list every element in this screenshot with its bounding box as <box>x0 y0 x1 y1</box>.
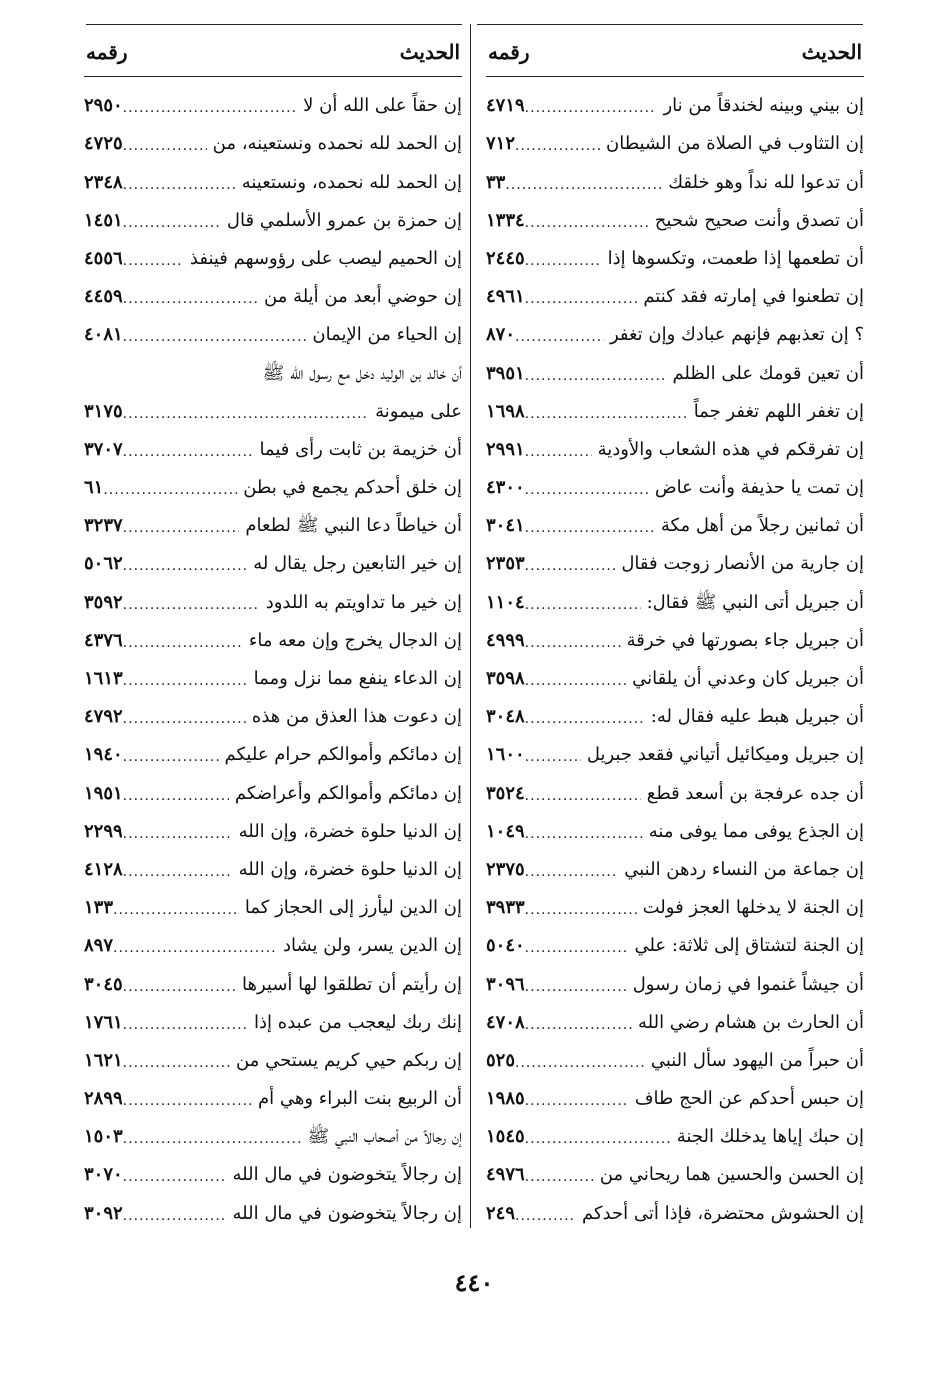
index-entry <box>486 387 864 425</box>
entry-number: ٣٥٩٢ <box>84 591 123 613</box>
index-entry <box>84 81 462 119</box>
index-entry <box>486 577 864 615</box>
index-entry <box>486 81 864 119</box>
entry-list-left <box>84 81 462 1227</box>
entry-number: ٤٧٢٥ <box>84 133 123 155</box>
entry-number: ٣٣ <box>486 171 506 193</box>
entry-text: ؟ إن تعذبهم فإنهم عبادك وإن تغفر <box>609 324 864 346</box>
dot-leader <box>123 1056 230 1070</box>
index-entry <box>486 692 864 730</box>
dot-leader <box>123 521 240 535</box>
entry-text: إن رجالاً يتخوضون في مال الله <box>232 1202 462 1224</box>
index-entry <box>486 807 864 845</box>
dot-leader <box>525 407 688 421</box>
index-entry <box>84 1112 462 1150</box>
entry-text: إن ربكم حيي كريم يستحي من <box>236 1049 462 1071</box>
entry-number: ٢٢٩٩ <box>84 820 123 842</box>
dot-leader <box>525 521 655 535</box>
entry-number: ٣٥٩٨ <box>486 668 525 689</box>
dot-leader <box>525 101 658 115</box>
dot-leader <box>525 445 592 459</box>
entry-number: ٨٩٧ <box>84 935 114 957</box>
index-entry <box>486 119 864 157</box>
index-entry <box>486 501 864 539</box>
entry-text: إن التثاوب في الصلاة من الشيطان <box>606 133 864 155</box>
entry-text: إن الحمد لله نحمده، ونستعينه <box>241 171 462 193</box>
index-column-left <box>84 24 462 1227</box>
entry-text: إن جبريل وميكائيل أتياني فقعد جبريل <box>586 744 864 766</box>
entry-number: ١١٠٤ <box>486 591 525 613</box>
index-entry <box>486 1150 864 1188</box>
entry-number: ٦١ <box>84 477 104 499</box>
column-header <box>486 24 864 77</box>
index-entry <box>84 348 462 386</box>
dot-leader <box>123 712 246 726</box>
entry-number: ٤١٢٨ <box>84 858 123 880</box>
entry-text: إن حقاً على الله أن لا <box>303 95 462 117</box>
entry-number: ١٦٩٨ <box>486 400 525 422</box>
dot-leader <box>525 369 667 383</box>
entry-text: إن الجنة لا يدخلها العجز فولت <box>642 897 864 919</box>
entry-number: ٢٣٥٣ <box>486 553 525 575</box>
dot-leader <box>123 1018 248 1032</box>
entry-text: إن حوضي أبعد من أيلة من <box>264 286 462 308</box>
dot-leader <box>515 1056 645 1070</box>
index-entry <box>486 959 864 997</box>
entry-number: ١٥٠٣ <box>84 1126 123 1148</box>
index-entry <box>84 501 462 539</box>
entry-number: ٣٧٠٧ <box>84 438 123 460</box>
entry-number: ٤٥٥٦ <box>84 247 123 269</box>
dot-leader <box>123 865 233 879</box>
entry-text: إن الدعاء ينفع مما نزل ومما <box>253 668 462 689</box>
entry-number: ٥٠٦٢ <box>84 553 123 575</box>
index-entry <box>486 768 864 806</box>
entry-number: ١٠٤٩ <box>486 820 525 842</box>
dot-leader <box>123 1132 302 1146</box>
index-entry <box>84 883 462 921</box>
dot-leader <box>123 1170 227 1184</box>
entry-text: إن رأيتم أن تطلقوا لها أسيرها <box>242 973 462 995</box>
header-hadith: الحديث <box>801 40 862 64</box>
header-hadith: الحديث <box>399 40 460 64</box>
entry-number: ٤٩٩٩ <box>486 629 525 651</box>
entry-number: ١٦٢١ <box>84 1049 123 1071</box>
dot-leader <box>123 598 260 612</box>
index-entry <box>486 157 864 195</box>
dot-leader <box>525 1094 629 1108</box>
dot-leader <box>525 674 626 688</box>
entry-text: أن حبراً من اليهود سأل النبي <box>650 1049 864 1071</box>
index-entry <box>486 348 864 386</box>
entry-number: ١٩٤٠ <box>84 744 123 766</box>
entry-text: إن رجالاً من أصحاب النبي ﷺ <box>307 1126 462 1148</box>
entry-text: أن تصدق وأنت صحيح شحيح <box>654 209 864 231</box>
entry-text: أن خياطاً دعا النبي ﷺ لطعام <box>245 515 462 537</box>
dot-leader <box>525 865 619 879</box>
dot-leader <box>123 636 243 650</box>
entry-text: أن الحارث بن هشام رضي الله <box>637 1011 864 1033</box>
entry-number: ١٣٣ <box>84 897 114 919</box>
entry-number: ٤٧٩٢ <box>84 706 123 728</box>
index-entry <box>486 425 864 463</box>
entry-number: ٣٩٥١ <box>486 362 525 384</box>
entry-number: ١٤٥١ <box>84 209 123 231</box>
entry-text: إن تفرقكم في هذه الشعاب والأودية <box>597 438 864 460</box>
entry-text: أن جبريل أتى النبي ﷺ فقال: <box>646 591 864 613</box>
dot-leader <box>525 941 629 955</box>
index-entry <box>486 921 864 959</box>
entry-text: إن تغفر اللهم تغفر جماً <box>693 400 864 422</box>
entry-text: إن خير التابعين رجل يقال له <box>253 553 462 575</box>
dot-leader <box>123 101 298 115</box>
entry-text: إن دمائكم وأموالكم وأعراضكم <box>234 782 462 804</box>
entry-text: أن الربيع بنت البراء وهي أم <box>257 1088 462 1110</box>
dot-leader <box>123 254 184 268</box>
index-entry <box>84 272 462 310</box>
entry-text: على ميمونة <box>375 400 462 422</box>
index-entry <box>486 196 864 234</box>
entry-text: إن الدنيا حلوة خضرة، وإن الله <box>238 858 462 880</box>
index-column-right <box>486 24 864 1227</box>
dot-leader <box>525 559 616 573</box>
column-divider <box>470 24 471 1228</box>
entry-number: ٤٣٠٠ <box>486 477 525 499</box>
index-entry <box>84 998 462 1036</box>
index-entry <box>486 463 864 501</box>
entry-number: ٥٢٥ <box>486 1049 516 1071</box>
index-entry <box>486 310 864 348</box>
index-entry <box>84 539 462 577</box>
dot-leader <box>123 750 219 764</box>
entry-text: إن دعوت هذا العذق من هذه <box>251 706 462 728</box>
entry-text: أن جبريل كان وعدني أن يلقاني <box>632 668 864 689</box>
dot-leader <box>123 216 221 230</box>
entry-number: ٢٤٤٥ <box>486 247 525 269</box>
entry-text: أن جيشاً غنموا في زمان رسول <box>632 973 864 995</box>
entry-number: ٤٣٧٦ <box>84 629 123 651</box>
dot-leader <box>113 903 239 917</box>
index-entry <box>84 654 462 692</box>
entry-number: ٣٥٢٤ <box>486 782 525 804</box>
entry-text: إن حبس أحدكم عن الحج طاف <box>634 1088 864 1110</box>
dot-leader <box>525 483 649 497</box>
index-entry <box>486 1036 864 1074</box>
index-entry <box>486 883 864 921</box>
dot-leader <box>515 1209 576 1223</box>
dot-leader <box>103 483 237 497</box>
dot-leader <box>123 1094 252 1108</box>
entry-number: ٤٧٠٨ <box>486 1011 525 1033</box>
dot-leader <box>525 598 641 612</box>
index-entry <box>84 730 462 768</box>
entry-text: أن جده عرفجة بن أسعد قطع <box>646 782 864 804</box>
entry-text: إن الجذع يوفى مما يوفى منه <box>648 820 864 842</box>
entry-text: إن الحمد لله نحمده ونستعينه، من <box>212 133 462 155</box>
dot-leader <box>123 559 248 573</box>
index-entry <box>486 1188 864 1226</box>
entry-text: إن تطعنوا في إمارته فقد كنتم <box>643 286 864 308</box>
dot-leader <box>525 1170 594 1184</box>
dot-leader <box>525 636 621 650</box>
dot-leader <box>505 178 662 192</box>
entry-number: ٤٤٥٩ <box>84 286 123 308</box>
dot-leader <box>123 1209 227 1223</box>
index-entry <box>486 272 864 310</box>
index-entry <box>84 1150 462 1188</box>
entry-number: ٣١٧٥ <box>84 400 123 422</box>
entry-text: أن ثمانين رجلاً من أهل مكة <box>660 515 864 537</box>
entry-number: ١٧٦١ <box>84 1011 123 1033</box>
entry-text: أن جبريل هبط عليه فقال له: <box>650 706 864 728</box>
dot-leader <box>123 827 233 841</box>
dot-leader <box>515 139 600 153</box>
index-entry <box>84 157 462 195</box>
entry-text: إن الحميم ليصب على رؤوسهم فينفذ <box>189 247 462 269</box>
entry-text: إن تمت يا حذيفة وأنت عاض <box>654 477 864 499</box>
entry-number: ٣٠٤٨ <box>486 706 525 728</box>
index-entry <box>84 577 462 615</box>
dot-leader <box>525 216 649 230</box>
entry-text: إن جماعة من النساء ردهن النبي <box>624 858 864 880</box>
entry-number: ٣٠٤١ <box>486 515 525 537</box>
index-entry <box>84 845 462 883</box>
column-header <box>84 24 462 77</box>
entry-text: إن حمزة بن عمرو الأسلمي قال <box>226 209 462 231</box>
entry-text: إن خير ما تداويتم به اللدود <box>265 591 462 613</box>
entry-text: إن الدين يسر، ولن يشاد <box>282 935 462 957</box>
index-entry <box>84 119 462 157</box>
index-entry <box>84 196 462 234</box>
dot-leader <box>123 330 307 344</box>
dot-leader <box>123 292 258 306</box>
dot-leader <box>123 407 369 421</box>
entry-number: ٢٨٩٩ <box>84 1088 123 1110</box>
index-entry <box>84 1188 462 1226</box>
dot-leader <box>525 712 645 726</box>
dot-leader <box>123 178 236 192</box>
entry-number: ١٦٠٠ <box>486 744 525 766</box>
entry-number: ٣٠٩٦ <box>486 973 525 995</box>
entry-number: ٢٣٤٨ <box>84 171 123 193</box>
entry-number: ٢٩٩١ <box>486 438 525 460</box>
entry-number: ١٦١٣ <box>84 668 123 689</box>
entry-text: إن الحسن والحسين هما ريحاني من <box>599 1164 864 1186</box>
dot-leader <box>525 292 638 306</box>
entry-number: ٥٠٤٠ <box>486 935 525 957</box>
entry-number: ٣٩٣٣ <box>486 897 525 919</box>
dot-leader <box>123 139 207 153</box>
entry-text: أن خزيمة بن ثابت رأى فيما <box>259 438 462 460</box>
index-entry <box>486 845 864 883</box>
index-entry <box>486 730 864 768</box>
entry-text: إن خلق أحدكم يجمع في بطن <box>243 477 462 499</box>
dot-leader <box>525 1018 632 1032</box>
header-number: رقمه <box>86 40 128 64</box>
entry-number: ٢٩٥٠ <box>84 95 123 117</box>
entry-text: إن رجالاً يتخوضون في مال الله <box>232 1164 462 1186</box>
dot-leader <box>525 903 637 917</box>
header-number: رقمه <box>488 40 530 64</box>
entry-text: إن الدجال يخرج وإن معه ماء <box>248 629 462 651</box>
entry-text: أن تطعمها إذا طعمت، وتكسوها إذا <box>607 247 864 269</box>
entry-text: إن الحياء من الإيمان <box>312 324 462 346</box>
index-entry <box>84 387 462 425</box>
index-entry <box>84 768 462 806</box>
dot-leader <box>113 941 277 955</box>
index-entry <box>486 234 864 272</box>
entry-text: إن الحشوش محتضرة، فإذا أتى أحدكم <box>582 1202 864 1224</box>
entry-text: إن الدين ليأرز إلى الحجاز كما <box>244 897 462 919</box>
entry-text: إن جارية من الأنصار زوجت فقال <box>621 553 864 575</box>
dot-leader <box>525 254 602 268</box>
entry-text: أن تدعوا لله نداً وهو خلقك <box>668 171 864 193</box>
dot-leader <box>123 674 248 688</box>
entry-text: إن الدنيا حلوة خضرة، وإن الله <box>238 820 462 842</box>
dot-leader <box>525 789 641 803</box>
entry-number: ٤٧١٩ <box>486 95 525 117</box>
index-entry <box>84 463 462 501</box>
index-entry <box>84 807 462 845</box>
index-entry <box>84 234 462 272</box>
index-entry <box>486 616 864 654</box>
dot-leader <box>525 750 581 764</box>
dot-leader <box>515 330 604 344</box>
entry-number: ٨٧٠ <box>486 324 516 346</box>
dot-leader <box>123 789 229 803</box>
index-entry <box>84 1074 462 1112</box>
entry-number: ٣٠٧٠ <box>84 1164 123 1186</box>
entry-number: ١٥٤٥ <box>486 1126 525 1148</box>
page-number: ٤٤٠ <box>454 1268 494 1297</box>
dot-leader <box>123 980 236 994</box>
index-entry <box>486 1074 864 1112</box>
entry-text: إن دمائكم وأموالكم حرام عليكم <box>224 744 462 766</box>
dot-leader <box>525 827 643 841</box>
index-entry <box>84 921 462 959</box>
entry-text: إن بيني وبينه لخندقاً من نار <box>663 95 864 117</box>
entry-number: ٢٣٧٥ <box>486 858 525 880</box>
entry-number: ٣٢٣٧ <box>84 515 123 537</box>
entry-text: أن تعين قومك على الظلم <box>672 362 864 384</box>
index-entry <box>486 1112 864 1150</box>
entry-number: ٤٩٦١ <box>486 286 525 308</box>
dot-leader <box>123 445 254 459</box>
entry-text: أن خالد بن الوليد دخل مع رسول الله ﷺ <box>262 362 462 384</box>
entry-number: ٢٤٩ <box>486 1202 516 1224</box>
index-entry <box>84 310 462 348</box>
entry-number: ٤٠٨١ <box>84 324 123 346</box>
entry-text: إن الجنة لتشتاق إلى ثلاثة: علي <box>634 935 864 957</box>
entry-text: إنك ربك ليعجب من عبده إذا <box>254 1011 462 1033</box>
entry-list-right <box>486 81 864 1227</box>
index-entry <box>486 539 864 577</box>
index-entry <box>486 654 864 692</box>
index-entry <box>84 692 462 730</box>
dot-leader <box>525 1132 671 1146</box>
entry-number: ٧١٢ <box>486 133 516 155</box>
entry-number: ١٩٥١ <box>84 782 123 804</box>
entry-number: ٣٠٤٥ <box>84 973 123 995</box>
index-entry <box>84 959 462 997</box>
index-entry <box>84 1036 462 1074</box>
entry-number: ٤٩٧٦ <box>486 1164 525 1186</box>
entry-text: إن حبك إياها يدخلك الجنة <box>676 1126 864 1148</box>
index-entry <box>84 616 462 654</box>
entry-text: أن جبريل جاء بصورتها في خرقة <box>626 629 864 651</box>
entry-number: ٣٠٩٢ <box>84 1202 123 1224</box>
index-entry <box>486 998 864 1036</box>
index-entry <box>84 425 462 463</box>
entry-number: ١٩٨٥ <box>486 1088 525 1110</box>
entry-number: ١٣٣٤ <box>486 209 525 231</box>
dot-leader <box>525 980 627 994</box>
